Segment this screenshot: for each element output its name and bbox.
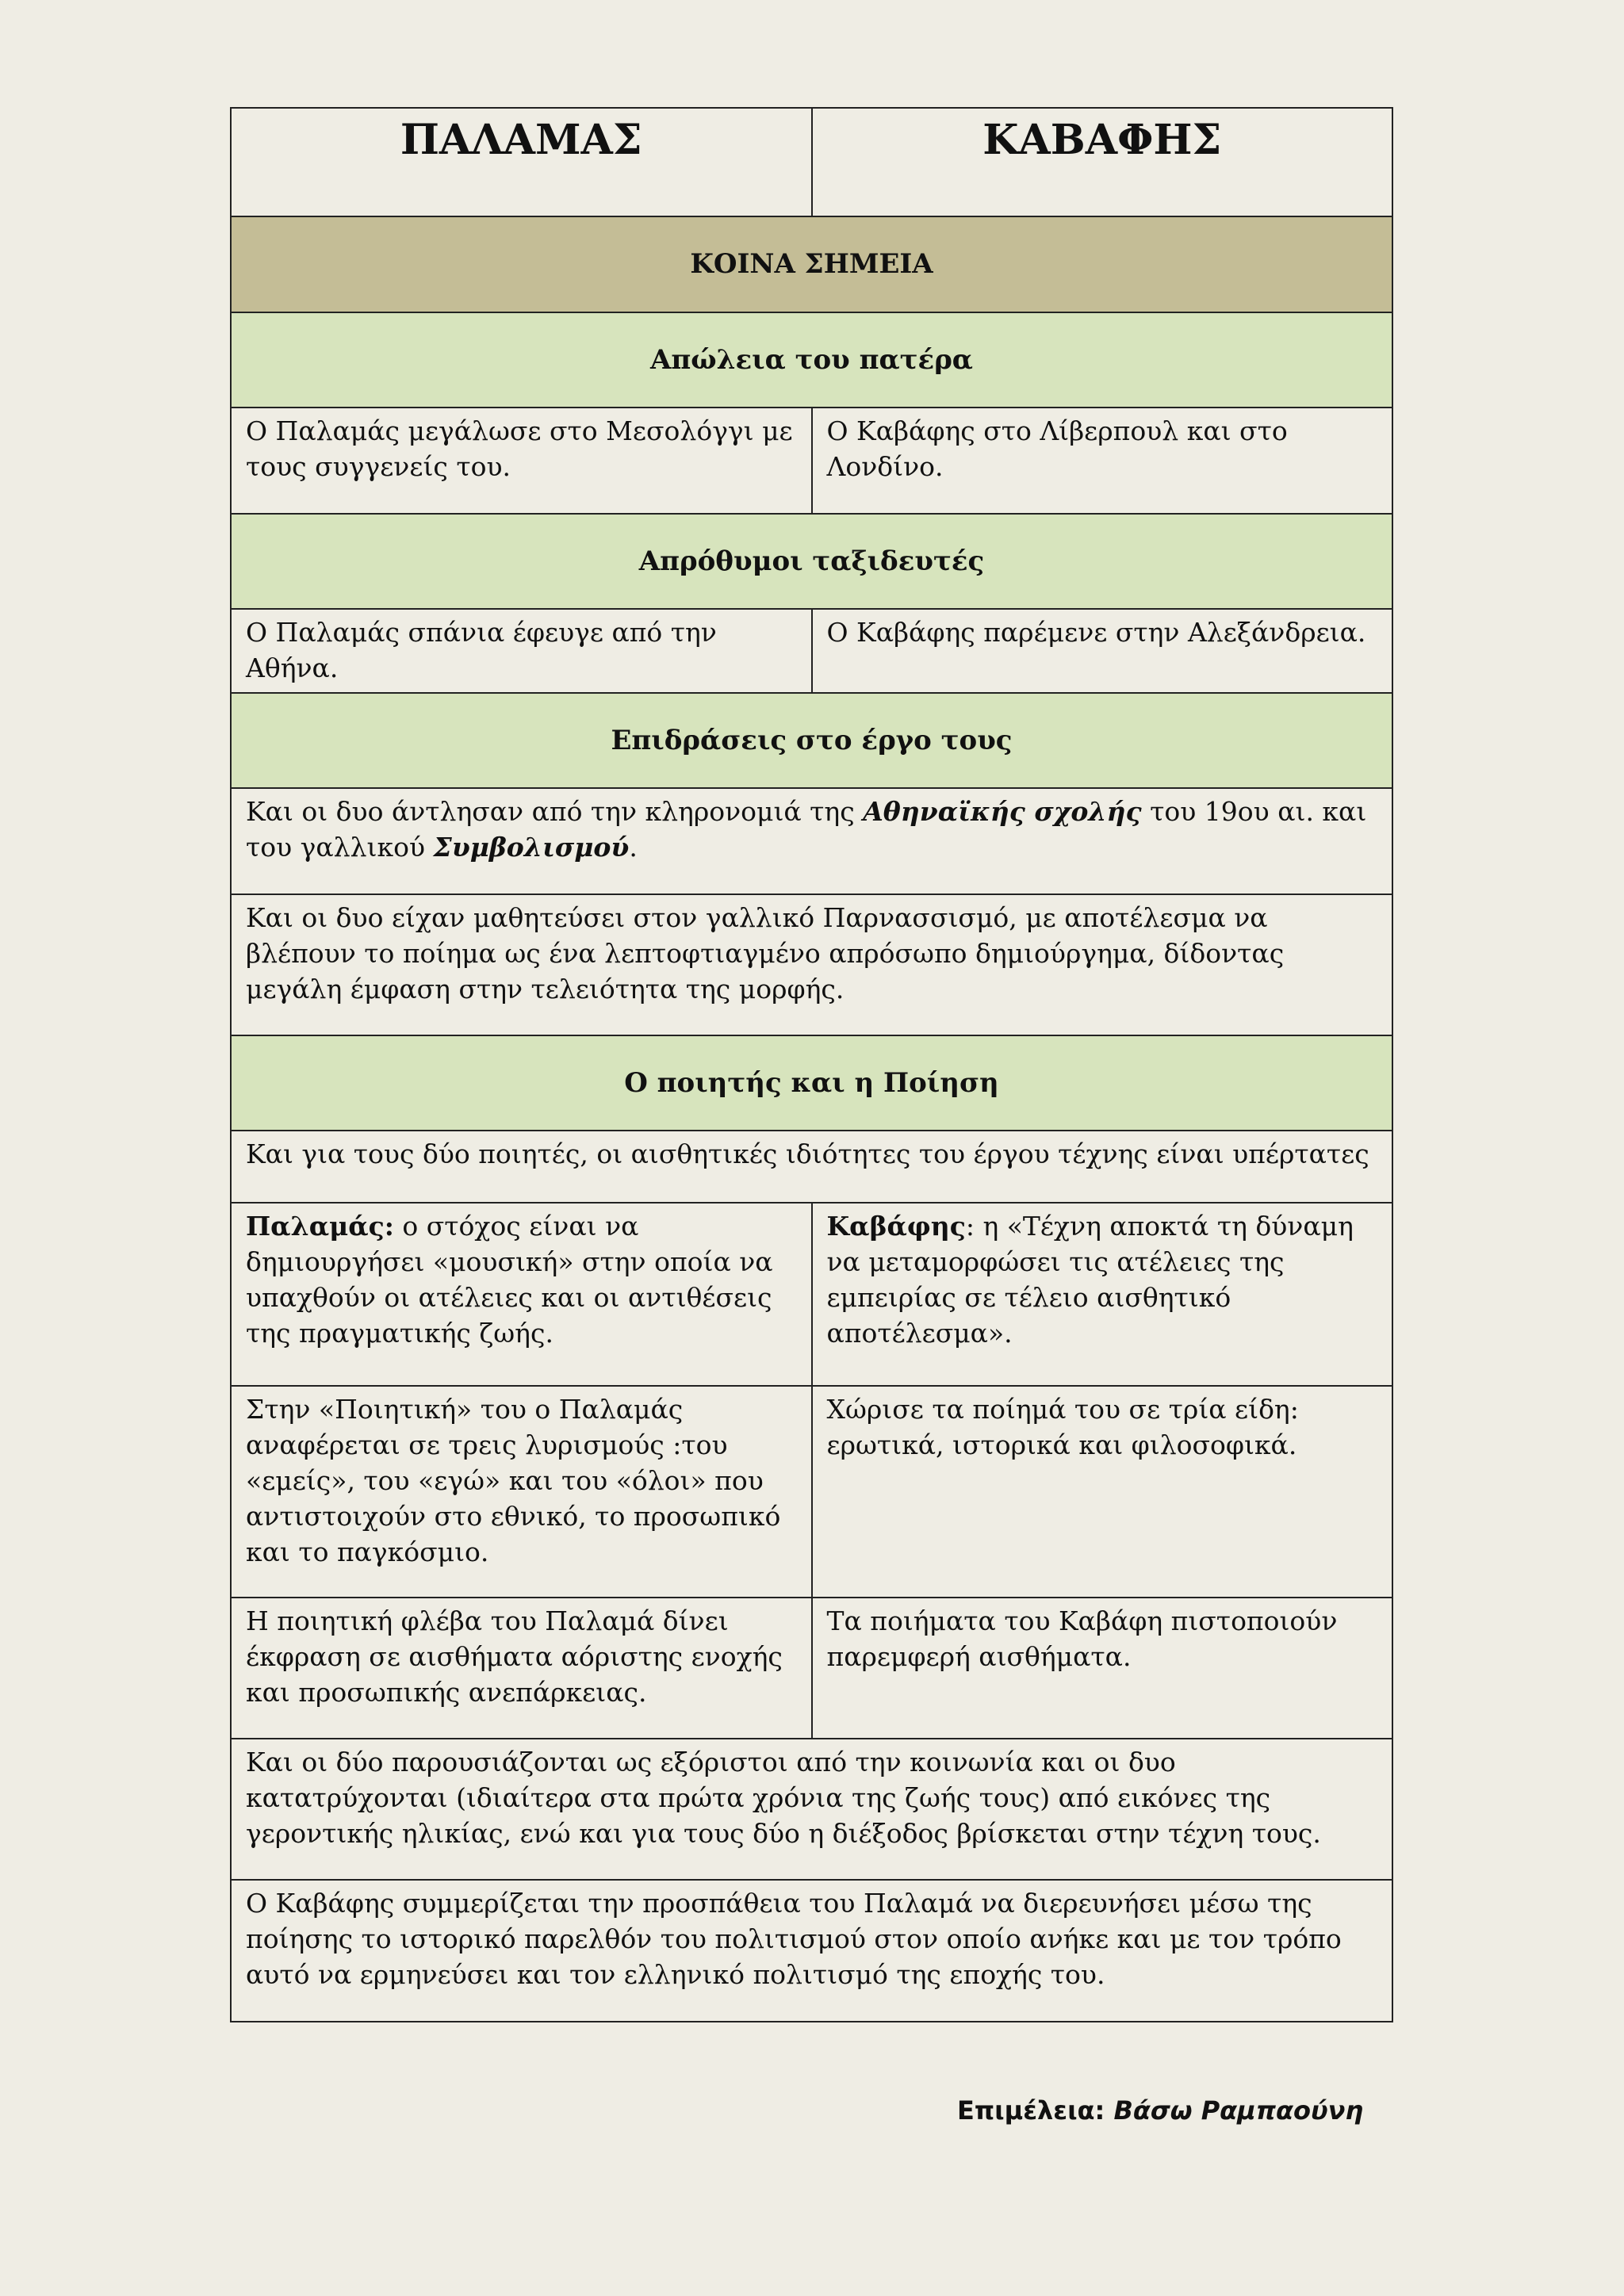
poetic-vein-row bbox=[231, 1598, 1392, 1739]
athenian-school-emphasis: Αθηναϊκής σχολής bbox=[863, 796, 1142, 827]
header-cavafy: ΚΑΒΑΦΗΣ bbox=[812, 108, 1393, 216]
father-cavafy-cell: Ο Καβάφης στο Λίβερπουλ και στο Λονδίνο. bbox=[812, 408, 1393, 514]
influences-text-1-part-2: του 19ου αι. και του γαλλικού bbox=[246, 796, 1367, 863]
music-row bbox=[231, 1203, 1392, 1386]
section-poet-row bbox=[231, 1035, 1392, 1131]
section-heading-influences: Επιδράσεις στο έργο τους bbox=[231, 693, 1392, 788]
symbolism-emphasis: Συμβολισμού bbox=[433, 832, 630, 863]
lyricism-palamas-cell: Στην «Ποιητική» του ο Παλαμάς αναφέρεται σε τρεις λυρισμούς :του «εμείς», του «εγώ» και του «όλοι» που αντιστοιχούν στο εθνικό, το προσωπικό και το παγκόσμιο. bbox=[231, 1386, 812, 1598]
history-row bbox=[231, 1880, 1392, 2022]
travelers-content-row bbox=[231, 609, 1392, 693]
section-heading-father: Απώλεια του πατέρα bbox=[231, 312, 1392, 408]
father-palamas-cell: Ο Παλαμάς μεγάλωσε στο Μεσολόγγι με τους συγγενείς του. bbox=[231, 408, 812, 514]
exile-row bbox=[231, 1739, 1392, 1880]
header-row bbox=[231, 108, 1392, 216]
signature-label: Επιμέλεια: bbox=[957, 2095, 1105, 2126]
section-father-row bbox=[231, 312, 1392, 408]
music-palamas-cell bbox=[231, 1203, 812, 1386]
history-text: Ο Καβάφης συμμερίζεται την προσπάθεια του Παλαμά να διερευνήσει μέσω της ποίησης το ιστορικό παρελθόν του πολιτισμού στον οποίο ανήκε και με τον τρόπο αυτό να ερμηνεύσει και τον ελληνικό πολιτισμό της εποχής του. bbox=[231, 1880, 1392, 2022]
music-cavafy-cell bbox=[812, 1203, 1393, 1386]
editor-signature bbox=[957, 2095, 1363, 2126]
vein-cavafy-cell: Τα ποιήματα του Καβάφη πιστοποιούν παρεμφερή αισθήματα. bbox=[812, 1598, 1393, 1739]
exile-text: Και οι δύο παρουσιάζονται ως εξόριστοι από την κοινωνία και οι δυο κατατρύχονται (ιδιαίτερα στα πρώτα χρόνια της ζωής τους) από εικόνες της γεροντικής ηλικίας, ενώ και για τους δύο η διέξοδος βρίσκεται στην τέχνη τους. bbox=[231, 1739, 1392, 1880]
music-cavafy-text: : η «Τέχνη αποκτά τη δύναμη να μεταμορφώσει τις ατέλειες της εμπειρίας σε τέλειο αισθητικό αποτέλεσμα». bbox=[826, 1211, 1354, 1349]
section-influences-row bbox=[231, 693, 1392, 788]
lyricism-row bbox=[231, 1386, 1392, 1598]
poet-intro-row bbox=[231, 1131, 1392, 1203]
lyricism-cavafy-cell: Χώρισε τα ποίημά του σε τρία είδη: ερωτικά, ιστορικά και φιλοσοφικά. bbox=[812, 1386, 1393, 1598]
section-travelers-row bbox=[231, 514, 1392, 609]
section-heading-poet: Ο ποιητής και η Ποίηση bbox=[231, 1035, 1392, 1131]
poet-intro-text: Και για τους δύο ποιητές, οι αισθητικές ιδιότητες του έργου τέχνης είναι υπέρτατες bbox=[231, 1131, 1392, 1203]
father-content-row bbox=[231, 408, 1392, 514]
comparison-table bbox=[230, 107, 1393, 2022]
music-palamas-text: ο στόχος είναι να δημιουργήσει «μουσική» στην οποία να υπαχθούν οι ατέλειες και οι αντιθέσεις της πραγματικής ζωής. bbox=[246, 1211, 773, 1349]
section-heading-travelers: Απρόθυμοι ταξιδευτές bbox=[231, 514, 1392, 609]
influences-text-1-part-1: Και οι δυο άντλησαν από την κληρονομιά της bbox=[246, 796, 864, 827]
palamas-label: Παλαμάς: bbox=[246, 1211, 394, 1242]
travelers-cavafy-cell: Ο Καβάφης παρέμενε στην Αλεξάνδρεια. bbox=[812, 609, 1393, 693]
common-points-banner: ΚΟΙΝΑ ΣΗΜΕΙΑ bbox=[231, 216, 1392, 312]
influences-row-1 bbox=[231, 788, 1392, 894]
travelers-palamas-cell: Ο Παλαμάς σπάνια έφευγε από την Αθήνα. bbox=[231, 609, 812, 693]
influences-text-1 bbox=[231, 788, 1392, 894]
signature-name: Βάσω Ραμπαούνη bbox=[1113, 2095, 1364, 2126]
vein-palamas-cell: Η ποιητική φλέβα του Παλαμά δίνει έκφραση σε αισθήματα αόριστης ενοχής και προσωπικής ανεπάρκειας. bbox=[231, 1598, 812, 1739]
common-points-row bbox=[231, 216, 1392, 312]
influences-text-2: Και οι δυο είχαν μαθητεύσει στον γαλλικό Παρνασσισμό, με αποτέλεσμα να βλέπουν το ποίημα ως ένα λεπτοφτιαγμένο απρόσωπο δημιούργημα, δίδοντας μεγάλη έμφαση στην τελειότητα της μορφής. bbox=[231, 894, 1392, 1035]
influences-row-2 bbox=[231, 894, 1392, 1035]
cavafy-label: Καβάφης bbox=[826, 1211, 966, 1242]
header-palamas: ΠΑΛΑΜΑΣ bbox=[231, 108, 812, 216]
influences-text-1-part-3: . bbox=[629, 832, 638, 863]
